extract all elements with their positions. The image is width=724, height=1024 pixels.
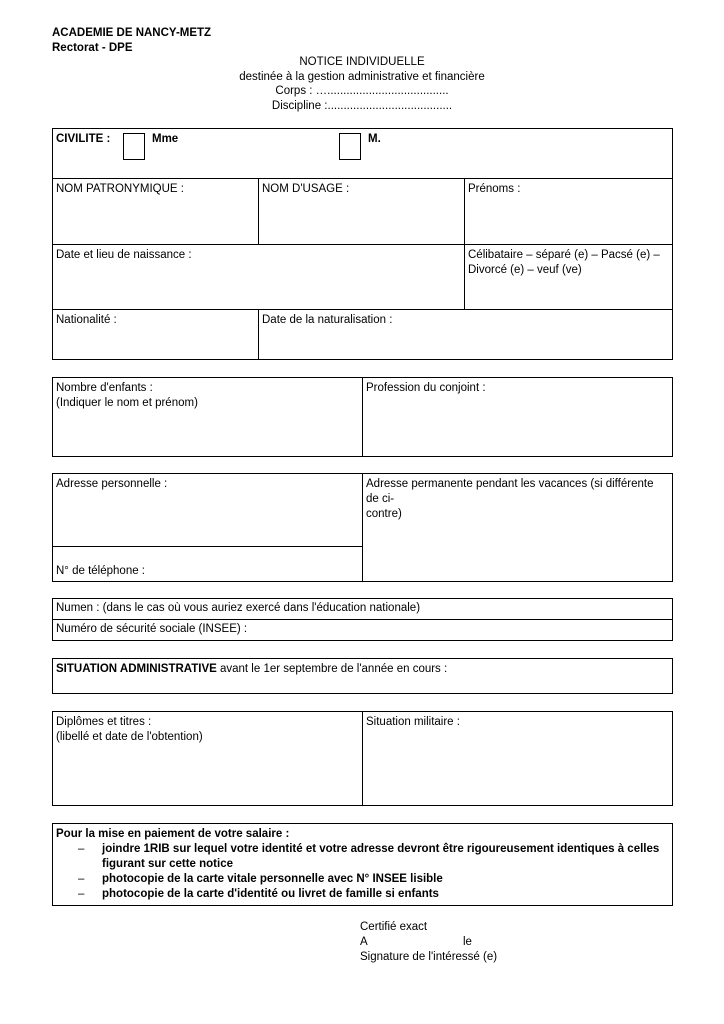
list-item-text: photocopie de la carte vitale personnelle avec N° INSEE lisible (102, 873, 443, 885)
place-label: A (360, 936, 368, 948)
payment-title: Pour la mise en paiement de votre salaire : (56, 828, 290, 840)
nationalite-label: Nationalité : (56, 314, 117, 326)
nom-patronymique-label: NOM PATRONYMIQUE : (56, 183, 184, 195)
payment-list (56, 842, 668, 902)
situation-familiale-label (465, 245, 672, 281)
list-item (56, 872, 668, 887)
situation-familiale-line: Divorcé (e) – veuf (ve) (468, 264, 582, 276)
rectorat-name: Rectorat - DPE (52, 42, 133, 54)
form-title: NOTICE INDIVIDUELLE (299, 56, 425, 68)
profession-conjoint-label: Profession du conjoint : (366, 382, 486, 394)
list-item (56, 887, 668, 902)
academy-name: ACADEMIE DE NANCY-METZ (52, 27, 212, 39)
naissance-label: Date et lieu de naissance : (56, 249, 192, 261)
secu-label: Numéro de sécurité sociale (INSEE) : (56, 623, 248, 635)
nom-usage-label: NOM D'USAGE : (262, 183, 350, 195)
telephone-label: N° de téléphone : (56, 565, 145, 577)
list-item-text: photocopie de la carte d'identité ou livret de famille si enfants (102, 888, 439, 900)
list-item-text: joindre 1RIB sur lequel votre identité et votre adresse devront être rigoureusement identiques à celles figurant sur cette notice (102, 843, 660, 870)
date-label: le (463, 936, 472, 948)
dash-bullet: – (78, 888, 85, 900)
civilite-label: CIVILITE : (56, 133, 111, 145)
dash-bullet: – (78, 873, 85, 885)
list-item (56, 842, 668, 872)
situation-militaire-label: Situation militaire : (366, 716, 460, 728)
adresse-personnelle-label: Adresse personnelle : (56, 478, 168, 490)
enfants-label (53, 378, 201, 414)
payment-info (53, 824, 671, 905)
mme-label: Mme (152, 133, 179, 145)
diplomes-line: Diplômes et titres : (56, 716, 152, 728)
situation-title: SITUATION ADMINISTRATIVE (56, 663, 217, 675)
diplomes-label (53, 712, 206, 748)
diplomes-line: (libellé et date de l'obtention) (56, 731, 203, 743)
situation-familiale-line: Célibataire – séparé (e) – Pacsé (e) – (468, 249, 660, 261)
adresse-vacances-line: Adresse permanente pendant les vacances (si différente de ci- (366, 478, 654, 505)
divider (52, 546, 362, 547)
prenoms-label: Prénoms : (468, 183, 521, 195)
m-checkbox[interactable] (339, 133, 361, 160)
enfants-line: Nombre d'enfants : (56, 382, 153, 394)
adresse-vacances-label (363, 474, 672, 525)
dash-bullet: – (78, 843, 85, 855)
discipline-field: Discipline :....................................... (271, 100, 453, 112)
situation-administrative-label (53, 659, 450, 680)
adresse-vacances-line: contre) (366, 508, 402, 520)
enfants-line: (Indiquer le nom et prénom) (56, 397, 198, 409)
certifie-exact: Certifié exact (360, 921, 428, 933)
form-subtitle: destinée à la gestion administrative et financière (239, 71, 485, 83)
naturalisation-label: Date de la naturalisation : (262, 314, 393, 326)
signature-label: Signature de l'intéressé (e) (360, 951, 498, 963)
corps-field: Corps : …...................................... (275, 85, 449, 97)
mme-checkbox[interactable] (123, 133, 145, 160)
m-label: M. (368, 133, 381, 145)
situation-rest: avant le 1er septembre de l'année en cours : (216, 663, 448, 675)
numen-label: Numen : (dans le cas où vous auriez exercé dans l'éducation nationale) (56, 602, 421, 614)
